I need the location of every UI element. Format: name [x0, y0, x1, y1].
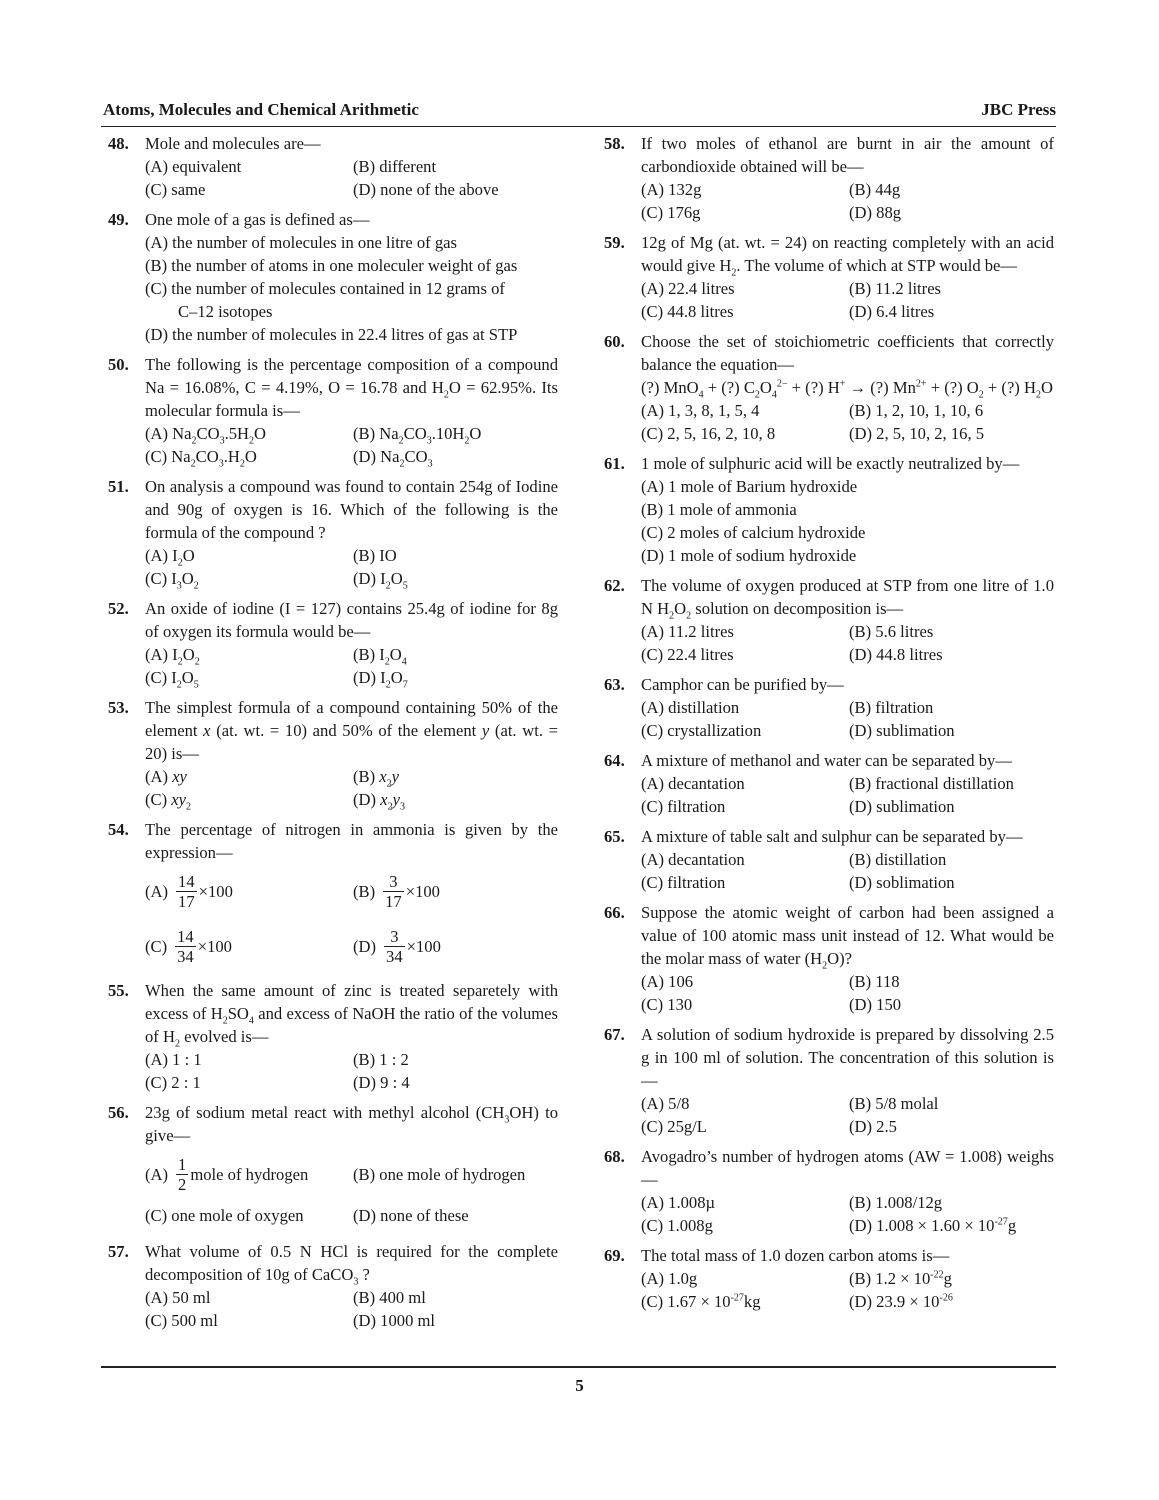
option-d: (D) 2, 5, 10, 2, 16, 5 [849, 424, 985, 443]
option-a: (A) 106 [641, 972, 694, 991]
option-c: (C) 1.008g [641, 1216, 713, 1235]
option-d: (D) $I_2O_7$ [353, 668, 408, 691]
question-number: 68. [604, 1147, 625, 1166]
options [145, 422, 558, 468]
options [145, 765, 558, 811]
option-b: (B) $x_2y$ [353, 767, 400, 790]
question-text: On analysis a compound was found to contain 254g of Iodine and 90g of oxygen is 16. Which of the following is the formula of the compound ? [145, 477, 558, 542]
option-c: (C) 22.4 litres [641, 645, 734, 664]
option-b: (B) 400 ml [353, 1288, 426, 1307]
options [641, 1191, 1054, 1237]
question-number: 67. [604, 1025, 625, 1044]
option-a: (A) 11.2 litres [641, 622, 734, 641]
option-c: (C) filtration [641, 873, 726, 892]
question-text: Suppose the atomic weight of carbon had been assigned a value of 100 atomic mass unit instead of 12. What would be the molar mass of water $(H_2O)$? [641, 903, 1054, 972]
question-number: 55. [108, 981, 129, 1000]
question-number: 48. [108, 134, 129, 153]
question-text: A mixture of methanol and water can be separated by— [641, 751, 1012, 770]
question-64 [604, 749, 1054, 818]
question-58 [604, 132, 1054, 224]
option-a: (A) the number of molecules in one litre of gas [145, 233, 457, 252]
option-d: (D) sublimation [849, 797, 955, 816]
options [641, 475, 1054, 567]
option-b: (B) $1.2 \times 10^{-22}g$ [849, 1269, 952, 1288]
option-a: (A) equivalent [145, 157, 242, 176]
question-number: 59. [604, 233, 625, 252]
option-b: (B) one mole of hydrogen [353, 1165, 526, 1184]
option-c: (C) 176g [641, 203, 701, 222]
option-d: (D) sublimation [849, 721, 955, 740]
question-65 [604, 825, 1054, 894]
options [641, 848, 1054, 894]
page-number: 5 [575, 1376, 584, 1395]
question-48 [108, 132, 558, 201]
options [145, 643, 558, 689]
option-d: (D) $1.008 \times 1.60 \times 10^{-27}g$ [849, 1216, 1017, 1235]
question-text: 1 mole of sulphuric acid will be exactly neutralized by— [641, 454, 1020, 473]
option-a: (A) distillation [641, 698, 740, 717]
question-text: 12g of Mg (at. wt. = 24) on reacting completely with an acid would give $H_2$. The volume of which at STP would be— [641, 233, 1054, 279]
option-a: (A) $I_2O_2$ [145, 645, 200, 668]
question-number: 61. [604, 454, 625, 473]
question-text: A mixture of table salt and sulphur can be separated by— [641, 827, 1023, 846]
question-number: 64. [604, 751, 625, 770]
question-number: 58. [604, 134, 625, 153]
option-b: (B) 5/8 molal [849, 1094, 939, 1113]
question-50 [108, 353, 558, 468]
options [145, 1147, 558, 1233]
question-text: Choose the set of stoichiometric coefficients that correctly balance the equation— [641, 332, 1054, 374]
options [145, 231, 558, 346]
option-b: (B) 1.008/12g [849, 1193, 943, 1212]
option-a: (A) 1 mole of Barium hydroxide [641, 477, 858, 496]
question-49 [108, 208, 558, 346]
question-text: Camphor can be purified by— [641, 675, 844, 694]
option-d: (D) 1000 ml [353, 1311, 436, 1330]
question-62 [604, 574, 1054, 666]
option-c: (C) 2 : 1 [145, 1073, 201, 1092]
option-b: (B) fractional distillation [849, 774, 1014, 793]
option-d: (D) the number of molecules in 22.4 litres of gas at STP [145, 325, 518, 344]
option-d: (D) $Na_2CO_3$ [353, 447, 433, 470]
options [145, 864, 558, 972]
options [641, 1267, 1054, 1313]
options [145, 544, 558, 590]
question-text: If two moles of ethanol are burnt in air the amount of carbondioxide obtained will be— [641, 134, 1054, 176]
question-59 [604, 231, 1054, 323]
option-a: (A) 1, 3, 8, 1, 5, 4 [641, 401, 760, 420]
question-text: The following is the percentage composition of a compound Na = 16.08%, C = 4.19%, O = 16.78 and $H_2O = 62.95\%$. Its molecular formula is— [145, 355, 558, 420]
question-text: 23g of sodium metal react with methyl alcohol $(CH_3OH)$ to give— [145, 1103, 558, 1145]
option-c: (C) one mole of oxygen [145, 1206, 304, 1225]
question-number: 62. [604, 576, 625, 595]
options [641, 277, 1054, 323]
question-61 [604, 452, 1054, 567]
question-68 [604, 1145, 1054, 1237]
option-d: (D) 1 mole of sodium hydroxide [641, 546, 857, 565]
option-b: (B) 1 mole of ammonia [641, 500, 797, 519]
option-a: (A) decantation [641, 774, 745, 793]
question-text: A solution of sodium hydroxide is prepared by dissolving 2.5 g in 100 ml of solution. The concentration of this solution is— [641, 1025, 1054, 1090]
question-69 [604, 1244, 1054, 1313]
option-b: (B) $\frac{3}{17}$ ×100 [353, 872, 440, 911]
left-column [108, 132, 558, 1339]
option-b: (B) 44g [849, 180, 901, 199]
question-54 [108, 818, 558, 972]
option-d: (D) $23.9 \times 10^{-26}$ [849, 1292, 953, 1311]
question-number: 52. [108, 599, 129, 618]
option-d: (D) 6.4 litres [849, 302, 935, 321]
question-text: The volume of oxygen produced at STP from one litre of 1.0 N $H_2O_2$ solution on decomposition is— [641, 576, 1054, 622]
option-d: (D) 9 : 4 [353, 1073, 410, 1092]
option-d: (D) none of these [353, 1206, 469, 1225]
option-d: (D) none of the above [353, 180, 499, 199]
option-c: (C) 25g/L [641, 1117, 707, 1136]
option-c: (C) $xy_2$ [145, 790, 192, 813]
question-67 [604, 1023, 1054, 1138]
question-number: 57. [108, 1242, 129, 1261]
option-b: (B) IO [353, 546, 397, 565]
question-55 [108, 979, 558, 1094]
options [641, 178, 1054, 224]
question-number: 65. [604, 827, 625, 846]
question-text: What volume of 0.5 N HCl is required for the complete decomposition of 10g of CaCO$_3$ ? [145, 1242, 558, 1288]
options [641, 620, 1054, 666]
question-text: Mole and molecules are— [145, 134, 321, 153]
option-c-continued: C–12 isotopes [178, 302, 273, 321]
question-text: The percentage of nitrogen in ammonia is given by the expression— [145, 820, 558, 862]
question-text: The simplest formula of a compound containing 50% of the element x (at. wt. = 10) and 50% of the element y (at. wt. = 20) is— [145, 698, 558, 763]
option-a: (A) $I_2O$ [145, 546, 195, 569]
option-c: (C) 2, 5, 16, 2, 10, 8 [641, 424, 776, 443]
option-a: (A) xy [145, 767, 187, 786]
option-a: (A) $Na_2CO_3.5H_2O$ [145, 424, 267, 447]
question-number: 49. [108, 210, 129, 229]
options [641, 696, 1054, 742]
question-number: 50. [108, 355, 129, 374]
option-b: (B) 1 : 2 [353, 1050, 409, 1069]
question-text: The total mass of 1.0 dozen carbon atoms is— [641, 1246, 950, 1265]
option-b: (B) filtration [849, 698, 934, 717]
question-text: An oxide of iodine (I = 127) contains 25.4g of iodine for 8g of oxygen its formula would be— [145, 599, 558, 641]
options [145, 155, 558, 201]
question-number: 63. [604, 675, 625, 694]
option-a: (A) 1.008µ [641, 1193, 716, 1212]
options [641, 399, 1054, 445]
option-a: (A) 50 ml [145, 1288, 211, 1307]
footer-rule [101, 1366, 1056, 1368]
option-c: (C) $\frac{14}{34}$ ×100 [145, 927, 232, 966]
option-a: (A) $\frac{14}{17}$ ×100 [145, 872, 233, 911]
option-c: (C) $Na_2CO_3.H_2O$ [145, 447, 257, 470]
option-b: (B) the number of atoms in one moleculer weight of gas [145, 256, 518, 275]
running-header-title: Atoms, Molecules and Chemical Arithmetic [103, 100, 419, 119]
option-c: (C) $1.67 \times 10^{-27}kg$ [641, 1292, 761, 1311]
options [641, 970, 1054, 1016]
question-57 [108, 1240, 558, 1332]
options [145, 1286, 558, 1332]
option-b: (B) 5.6 litres [849, 622, 934, 641]
question-51 [108, 475, 558, 590]
option-c: (C) same [145, 180, 206, 199]
running-header-publisher: JBC Press [981, 100, 1056, 119]
option-b: (B) $I_2O_4$ [353, 645, 407, 668]
question-number: 53. [108, 698, 129, 717]
option-a: (A) 1.0g [641, 1269, 698, 1288]
reaction-equation: (?) MnO$_4$ + (?) $C_2O_4^{2-}$ + (?) H+ → (?) $Mn^{2+}$ + (?) $O_2$ + (?) $H_2O$ [641, 378, 1053, 401]
option-c: (C) crystallization [641, 721, 762, 740]
option-a: (A) 22.4 litres [641, 279, 735, 298]
options [641, 1092, 1054, 1138]
option-b: (B) 118 [849, 972, 900, 991]
header-rule [101, 126, 1056, 127]
option-a: (A) 132g [641, 180, 702, 199]
option-b: (B) 11.2 litres [849, 279, 942, 298]
option-d: (D) 2.5 [849, 1117, 897, 1136]
option-c: (C) 130 [641, 995, 693, 1014]
question-66 [604, 901, 1054, 1016]
option-d: (D) $\frac{3}{34}$ ×100 [353, 927, 441, 966]
option-c: (C) the number of molecules contained in 12 grams of [145, 279, 505, 298]
option-a: (A) $\frac{1}{2}$ mole of hydrogen [145, 1155, 309, 1194]
question-number: 69. [604, 1246, 625, 1265]
option-c: (C) 500 ml [145, 1311, 218, 1330]
option-b: (B) 1, 2, 10, 1, 10, 6 [849, 401, 984, 420]
question-number: 60. [604, 332, 625, 351]
option-b: (B) $Na_2CO_3.10H_2O$ [353, 424, 482, 447]
option-d: (D) soblimation [849, 873, 955, 892]
option-a: (A) 1 : 1 [145, 1050, 202, 1069]
question-52 [108, 597, 558, 689]
question-number: 56. [108, 1103, 129, 1122]
option-d: (D) 88g [849, 203, 902, 222]
question-number: 66. [604, 903, 625, 922]
option-c: (C) 44.8 litres [641, 302, 734, 321]
option-d: (D) 150 [849, 995, 902, 1014]
options [641, 772, 1054, 818]
question-56 [108, 1101, 558, 1233]
option-a: (A) 5/8 [641, 1094, 690, 1113]
option-d: (D) $I_2O_5$ [353, 569, 408, 592]
question-text: When the same amount of zinc is treated separetely with excess of $H_2SO_4$ and excess of NaOH the ratio of the volumes of $H_2$ evolved is— [145, 981, 558, 1050]
option-c: (C) 2 moles of calcium hydroxide [641, 523, 866, 542]
option-c: (C) $I_3O_2$ [145, 569, 199, 592]
question-60 [604, 330, 1054, 445]
question-63 [604, 673, 1054, 742]
option-d: (D) $x_2y_3$ [353, 790, 405, 813]
option-b: (B) different [353, 157, 437, 176]
question-text: One mole of a gas is defined as— [145, 210, 370, 229]
question-number: 51. [108, 477, 129, 496]
question-number: 54. [108, 820, 129, 839]
option-c: (C) $I_2O_5$ [145, 668, 199, 691]
options [145, 1048, 558, 1094]
option-d: (D) 44.8 litres [849, 645, 943, 664]
option-b: (B) distillation [849, 850, 947, 869]
option-a: (A) decantation [641, 850, 745, 869]
question-53 [108, 696, 558, 811]
option-c: (C) filtration [641, 797, 726, 816]
question-text: Avogadro’s number of hydrogen atoms (AW = 1.008) weighs— [641, 1147, 1054, 1189]
right-column [604, 132, 1054, 1320]
